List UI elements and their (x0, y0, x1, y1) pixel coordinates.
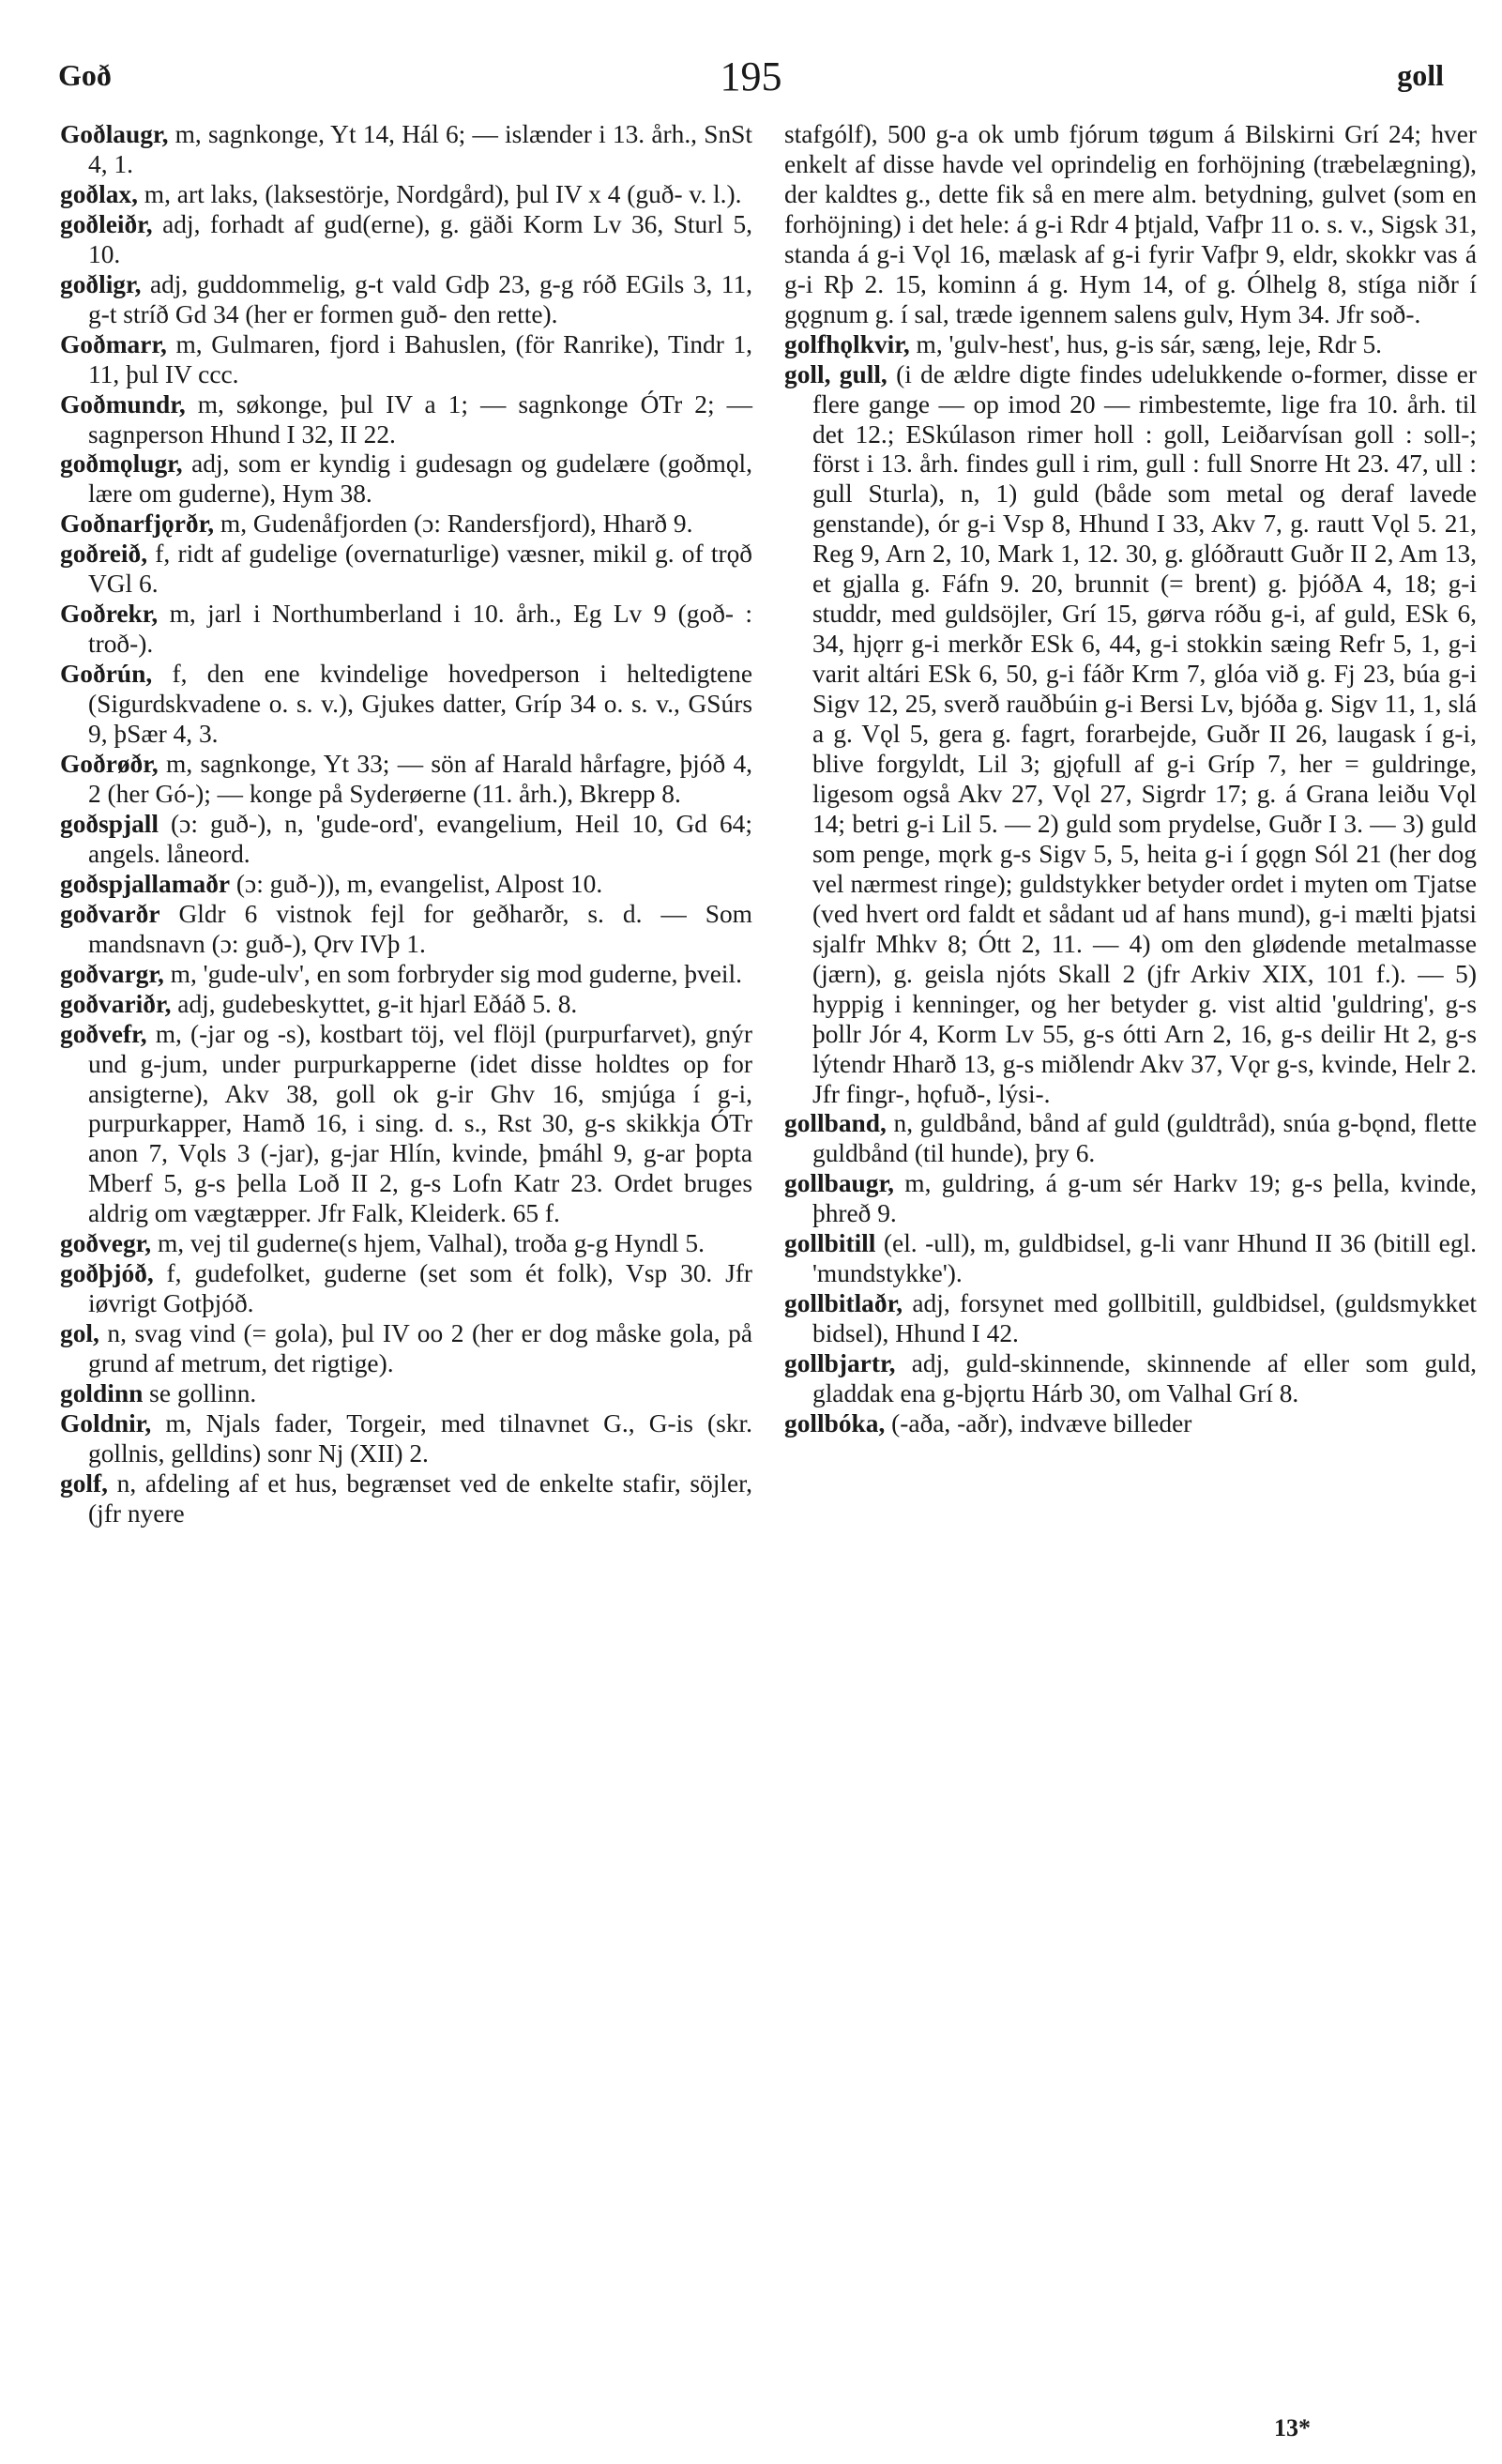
dictionary-entry (60, 660, 752, 750)
entry-headword: goðvefr, (60, 1019, 147, 1048)
entry-headword: goðvarðr (60, 899, 160, 928)
dictionary-entry (60, 1020, 752, 1230)
entry-headword: Goðmarr, (60, 329, 167, 358)
dictionary-entry (60, 1409, 752, 1469)
entry-headword: goðspjall (60, 809, 159, 838)
entry-headword: goðleiðr, (60, 209, 153, 238)
dictionary-entry (784, 1229, 1477, 1289)
entry-headword: Goldnir, (60, 1408, 152, 1437)
entry-definition: Gldr 6 vistnok fejl for geðharðr, s. d. — Som mandsnavn (ɔ: guð-), Ǫrv IVþ 1. (88, 899, 752, 958)
entry-definition: m, jarl i Northumberland i 10. årh., Eg Lv 9 (goð- : troð-). (88, 600, 752, 659)
entry-headword: goðlax, (60, 179, 138, 208)
dictionary-entry (60, 510, 752, 540)
entry-definition: n, afdeling af et hus, begrænset ved de enkelte stafir, söjler, (jfr nyere (88, 1468, 752, 1528)
entry-definition: adj, som er kyndig i gudesagn og gudelære (goðmǫl, lære om guderne), Hym 38. (88, 449, 752, 509)
entry-headword: goðvariðr, (60, 989, 172, 1018)
entry-definition: adj, guld-skinnende, skinnende af eller som guld, gladdak ena g-bjǫrtu Hárb 30, om Valhal Grí 8. (812, 1349, 1477, 1408)
entry-definition: (ɔ: guð-)), m, evangelist, Alpost 10. (230, 869, 603, 898)
entry-definition: se gollinn. (143, 1379, 257, 1408)
entry-headword: Goðrekr, (60, 600, 159, 629)
running-head (58, 53, 1444, 105)
entry-headword: goðþjóð, (60, 1259, 154, 1288)
entry-definition: m, Gudenåfjorden (ɔ: Randersfjord), Hharð 9. (214, 510, 693, 539)
dictionary-entry (60, 270, 752, 330)
entry-headword: goðspjallamaðr (60, 869, 231, 898)
dictionary-entry (60, 990, 752, 1020)
entry-definition: adj, guddommelig, g-t vald Gdþ 23, g-g róð EGils 3, 11, g-t stríð Gd 34 (her er formen guð- den rette). (88, 269, 752, 328)
entry-headword: goll, gull, (784, 359, 888, 388)
entry-definition: m, vej til guderne(s hjem, Valhal), troða g-g Hyndl 5. (151, 1229, 705, 1258)
entry-headword: goðligr, (60, 269, 142, 298)
entry-definition: (el. -ull), m, guldbidsel, g-li vanr Hhund II 36 (bitill egl. 'mundstykke'). (812, 1229, 1477, 1288)
dictionary-entry (60, 900, 752, 960)
dictionary-entry (60, 120, 752, 180)
dictionary-entry (60, 390, 752, 450)
page-number: 195 (720, 53, 782, 99)
entry-headword: goðvargr, (60, 959, 164, 988)
dictionary-entry (60, 870, 752, 900)
entry-headword: golf, (60, 1468, 108, 1498)
entry-headword: gol, (60, 1319, 99, 1348)
entry-definition: m, søkonge, þul IV a 1; — sagnkonge ÓTr 2; — sagnperson Hhund I 32, II 22. (88, 389, 752, 449)
dictionary-entry (60, 810, 752, 870)
entry-headword: goldinn (60, 1379, 144, 1408)
dictionary-entry (60, 1319, 752, 1379)
entry-definition: adj, gudebeskyttet, g-it hjarl Eðáð 5. 8. (171, 989, 578, 1018)
entry-definition: m, guldring, á g-um sér Harkv 19; g-s þella, kvinde, þhreð 9. (812, 1169, 1477, 1228)
dictionary-entry (784, 1109, 1477, 1169)
entry-headword: golfhǫlkvir, (784, 329, 910, 358)
dictionary-entry (60, 210, 752, 270)
dictionary-entry (784, 1409, 1477, 1439)
entry-definition: m, 'gude-ulv', en som forbryder sig mod guderne, þveil. (163, 959, 742, 988)
dictionary-entry (784, 360, 1477, 1110)
entry-definition: (-aða, -aðr), indvæve billeder (885, 1408, 1192, 1437)
entry-definition: adj, forsynet med gollbitill, guldbidsel, (guldsmykket bidsel), Hhund I 42. (812, 1289, 1477, 1348)
dictionary-entry (784, 1349, 1477, 1409)
dictionary-entry (784, 1169, 1477, 1229)
entry-definition: m, 'gulv-hest', hus, g-is sár, sæng, leje, Rdr 5. (909, 329, 1382, 358)
dictionary-entry (60, 750, 752, 810)
dictionary-entry (60, 600, 752, 660)
dictionary-entry (60, 540, 752, 600)
entry-headword: gollbitill (784, 1229, 876, 1258)
entry-headword: goðmǫlugr, (60, 449, 183, 479)
left-column (60, 120, 752, 1529)
entry-definition: m, Njals fader, Torgeir, med tilnavnet G., G-is (skr. gollnis, gelldins) sonr Nj (XII) 2. (88, 1408, 752, 1468)
dictionary-entry (60, 449, 752, 510)
entry-headword: Goðnarfjǫrðr, (60, 510, 215, 539)
dictionary-entry (60, 1469, 752, 1529)
entry-definition: f, gudefolket, guderne (set som ét folk), Vsp 30. Jfr iøvrigt Gotþjóð. (88, 1259, 752, 1318)
dictionary-entry (60, 1259, 752, 1319)
entry-definition: (i de ældre digte findes udelukkende o-former, disse er flere gange — op imod 20 — rimbestemte, lige fra 10. årh. til det 12.; ESkúlason rimer holl : goll, Leiðarvísan goll : soll-; först i 13. årh. findes gull i rim, gull : full Snorre Ht 23. 47, ull : gull Sturla), n, 1) guld (både som metal og deraf lavede genstande), ór g-i Vsp 8, Hhund I 33, Akv 7, g. rautt Vǫl 5. 21, Reg 9, Arn 2, 10, Mark 1, 12. 30, g. glóðrautt Guðr II 2, Am 13, et gjalla g. Fáfn 9. 20, brunnit (= brent) g. þjóðA 4, 18; g-i studdr, med guldsöjler, Grí 15, gørva róðu g-i, af guld, ESk 6, 34, hjǫrr g-i merkðr ESk 6, 44, g-i stokkin sæing Refr 5, 1, g-i varit altári ESk 6, 50, g-i fáðr Krm 7, glóa við g. Fj 23, búa g-i Sigv 12, 25, sverð rauðbúin g-i Bersi Lv, bjóða g. Sigv 11, 1, slá a g. Vǫl 5, gera g. fagrt, forarbejde, Guðr II 26, laugask í g-i, blive forgyldt, Lil 3; gjǫfull af g-i Gríp 7, her = guldringe, ligesom også Akv 27, Vǫl 27, Sigrdr 17; g. á Grana leiðu Vǫl 14; betri g-i Lil 5. — 2) guld som prydelse, Guðr I 3. — 3) guld som penge, mǫrk g-s Sigv 5, 5, heita g-i í gǫgn Sól 21 (her dog vel nærmest ringe); guldstykker betyder ordet i myten om Tjatse (ved hvert ord faldt et sådant ud af hans mund), g-i mælti þjatsi sjalfr Mhkv 8; Ótt 2, 11. — 4) om den glødende metalmasse (jærn), g. geisla njóts Skall 2 (jfr Arkiv XIX, 101 f.). — 5) hyppig i kenninger, og her betyder g. vist altid 'guldring', g-s þollr Jór 4, Korm Lv 55, g-s ótti Arn 2, 16, g-s deilir Ht 2, g-s lýtendr Hharð 13, g-s miðlendr Akv 37, Vǫr g-s, kvinde, Helr 2. Jfr fingr-, hǫfuð-, lýsi-. (812, 359, 1477, 1108)
entry-headword: Goðlaugr, (60, 120, 169, 148)
entry-headword: gollbitlaðr, (784, 1289, 903, 1318)
printer-signature: 13* (1274, 2414, 1311, 2441)
entry-definition: f, ridt af gudelige (overnaturlige) væsner, mikil g. of trǫð VGl 6. (88, 540, 752, 599)
dictionary-entry (60, 1229, 752, 1259)
entry-definition: m, art laks, (laksestörje, Nordgård), þul IV x 4 (guð- v. l.). (137, 179, 742, 208)
right-column (784, 120, 1477, 1439)
dictionary-entry (60, 960, 752, 990)
entry-headword: Goðrøðr, (60, 750, 159, 779)
entry-definition: m, sagnkonge, Yt 14, Hál 6; — islænder i 13. årh., SnSt 4, 1. (88, 120, 752, 178)
dictionary-entry (60, 1379, 752, 1409)
entry-definition: m, sagnkonge, Yt 33; — sön af Harald hårfagre, þjóð 4, 2 (her Gó-); — konge på Syderøerne (11. årh.), Bkrepp 8. (88, 750, 752, 808)
dictionary-entry (784, 1289, 1477, 1349)
entry-headword: Goðmundr, (60, 389, 186, 418)
entry-definition: m, (-jar og -s), kostbart töj, vel flöjl (purpurfarvet), gnýr und g-jum, under purpurkapperne (idet disse holdtes op for ansigterne), Akv 38, goll ok g-ir Ghv 16, smjúga í g-i, purpurkapper, Hamð 16, i sing. d. s., Rst 30, g-s skikkja ÓTr anon 7, Vǫls 3 (-jar), g-jar Hlín, kvinde, þmáhl 9, g-ar þopta Mberf 5, g-s þella Loð II 2, g-s Lofn Katr 23. Ordet bruges aldrig om vægtæpper. Jfr Falk, Kleiderk. 65 f. (88, 1019, 752, 1228)
entry-headword: goðreið, (60, 540, 148, 569)
header-left-word: Goð (58, 58, 112, 92)
entry-headword: Goðrún, (60, 660, 153, 689)
entry-headword: goðvegr, (60, 1229, 152, 1258)
entry-definition: adj, forhadt af gud(erne), g. gäði Korm Lv 36, Sturl 5, 10. (88, 209, 752, 268)
continued-entry-text: stafgólf), 500 g-a ok umb fjórum tøgum á Bilskirni Grí 24; hver enkelt af disse havde vel oprindelig en forhöjning (træbelægning), der kaldtes g., dette fik så en mere alm. betydning, gulvet (som en forhöjning) i det hele: á g-i Rdr 4 þtjald, Vafþr 11 o. s. v., Sigsk 31, standa á g-i Vǫl 16, mælask af g-i fyrir Vafþr 9, eldr, skokkr vas á g-i Rþ 2. 15, kominn á g. Hym 14, of g. Ólhelg 8, stíga niðr í gǫgnum g. í sal, træde igennem salens gulv, Hym 34. Jfr soð-. (784, 120, 1477, 328)
entry-definition: m, Gulmaren, fjord i Bahuslen, (för Ranrike), Tindr 1, 11, þul IV ccc. (88, 329, 752, 388)
dictionary-entry (60, 180, 752, 210)
entry-headword: gollbjartr, (784, 1349, 896, 1378)
entry-headword: gollband, (784, 1109, 887, 1138)
entry-headword: gollbaugr, (784, 1169, 894, 1198)
entry-definition: n, svag vind (= gola), þul IV oo 2 (her er dog måske gola, på grund af metrum, det rigtige). (88, 1319, 752, 1378)
dictionary-entry (60, 330, 752, 390)
header-right-word: goll (1397, 58, 1444, 92)
dictionary-entry (784, 330, 1477, 360)
entry-definition: n, guldbånd, bånd af guld (guldtråd), snúa g-bǫnd, flette guldbånd (til hunde), þry 6. (812, 1109, 1477, 1168)
entry-definition: (ɔ: guð-), n, 'gude-ord', evangelium, Heil 10, Gd 64; angels. låneord. (88, 809, 752, 868)
entry-headword: gollbóka, (784, 1408, 886, 1437)
entry-definition: f, den ene kvindelige hovedperson i heltedigtene (Sigurdskvadene o. s. v.), Gjukes datter, Gríp 34 o. s. v., GSúrs 9, þSær 4, 3. (88, 660, 752, 749)
